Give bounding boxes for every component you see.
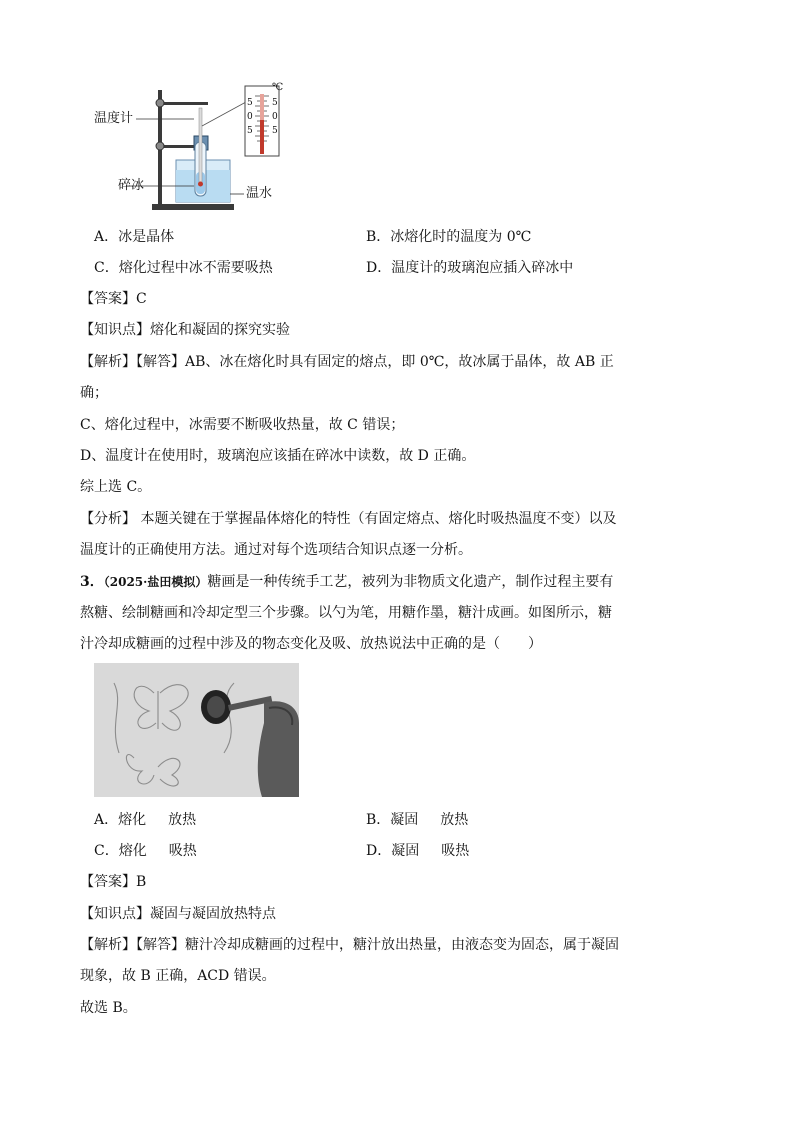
q3-option-c: [94, 841, 197, 861]
sugar-painting-image: [94, 663, 299, 797]
q2-analysis-line: D、温度计在使用时，玻璃泡应该插在碎冰中读数，故 D 正确。: [80, 448, 476, 464]
q2-option-a: A．冰是晶体: [94, 229, 175, 245]
q3-answer: 【答案】B: [80, 874, 147, 890]
q3-option-b: [366, 810, 468, 830]
q3-option-c-heat: 吸热: [168, 843, 197, 859]
sugar-painting-photo: [94, 663, 299, 797]
q3-option-b-heat: 放热: [440, 812, 469, 828]
q2-option-d: D．温度计的玻璃泡应插入碎冰中: [366, 260, 574, 276]
q2-option-b: B．冰熔化时的温度为 0℃: [366, 229, 532, 245]
q2-answer: 【答案】C: [80, 291, 147, 307]
thermometer-label: 温度计: [94, 111, 134, 126]
q3-analysis-line: 【解析】【解答】糖汁冷却成糖画的过程中，糖汁放出热量，由液态变为固态，属于凝固: [80, 937, 619, 953]
q3-option-a-change: A．熔化: [94, 812, 147, 828]
q3-option-d-change: D．凝固: [366, 843, 420, 859]
q2-analysis-line: 【解析】【解答】AB、冰在熔化时具有固定的熔点，即 0℃，故冰属于晶体，故 AB 正: [80, 354, 614, 370]
q3-conclusion: 故选 B。: [80, 1000, 137, 1016]
q3-option-a: [94, 810, 196, 830]
q2-fenxi-line: 温度计的正确使用方法。通过对每个选项结合知识点逐一分析。: [80, 542, 472, 558]
scale-unit: ℃: [272, 82, 284, 93]
q3-option-a-heat: 放热: [168, 812, 197, 828]
q3-stem-text: 糖画是一种传统手工艺，被列为非物质文化遗产，制作过程主要有: [207, 574, 614, 590]
q2-analysis-line: 确；: [80, 385, 108, 401]
q3-analysis-line: 现象，故 B 正确，ACD 错误。: [80, 968, 276, 984]
q2-option-c: C．熔化过程中冰不需要吸热: [94, 260, 273, 276]
q2-knowledge-point: 【知识点】熔化和凝固的探究实验: [80, 322, 290, 338]
q2-conclusion: 综上选 C。: [80, 479, 152, 495]
scale-left-mid: 0: [247, 112, 253, 122]
crushed-ice-label: 碎冰: [118, 178, 145, 193]
q3-knowledge-point: 【知识点】凝固与凝固放热特点: [80, 906, 276, 922]
q3-stem-line: 汁冷却成糖画的过程中涉及的物态变化及吸、放热说法中正确的是（ ）: [80, 636, 542, 652]
scale-right-mid: 0: [272, 112, 278, 122]
scale-left-bottom: 5: [247, 126, 253, 136]
q3-option-c-change: C．熔化: [94, 843, 147, 859]
warm-water-label: 温水: [246, 186, 273, 201]
q3-option-d-heat: 吸热: [441, 843, 470, 859]
q3-option-d: [366, 841, 469, 861]
melting-experiment-figure: [94, 82, 294, 217]
q3-stem-first-line: [80, 572, 613, 592]
q3-stem-line: 熬糖、绘制糖画和冷却定型三个步骤。以勺为笔，用糖作墨，糖汁成画。如图所示，糖: [80, 605, 612, 621]
q2-fenxi-line: 【分析】 本题关键在于掌握晶体熔化的特性（有固定熔点、熔化时吸热温度不变）以及: [80, 511, 617, 527]
scale-right-top: 5: [272, 98, 278, 108]
scale-left-top: 5: [247, 98, 253, 108]
q3-option-b-change: B．凝固: [366, 812, 419, 828]
q3-number: 3．: [80, 574, 104, 590]
q3-source: （2025·盐田模拟）: [103, 575, 208, 589]
q2-analysis-line: C、熔化过程中，冰需要不断吸收热量，故 C 错误；: [80, 417, 405, 433]
scale-right-bottom: 5: [272, 126, 278, 136]
